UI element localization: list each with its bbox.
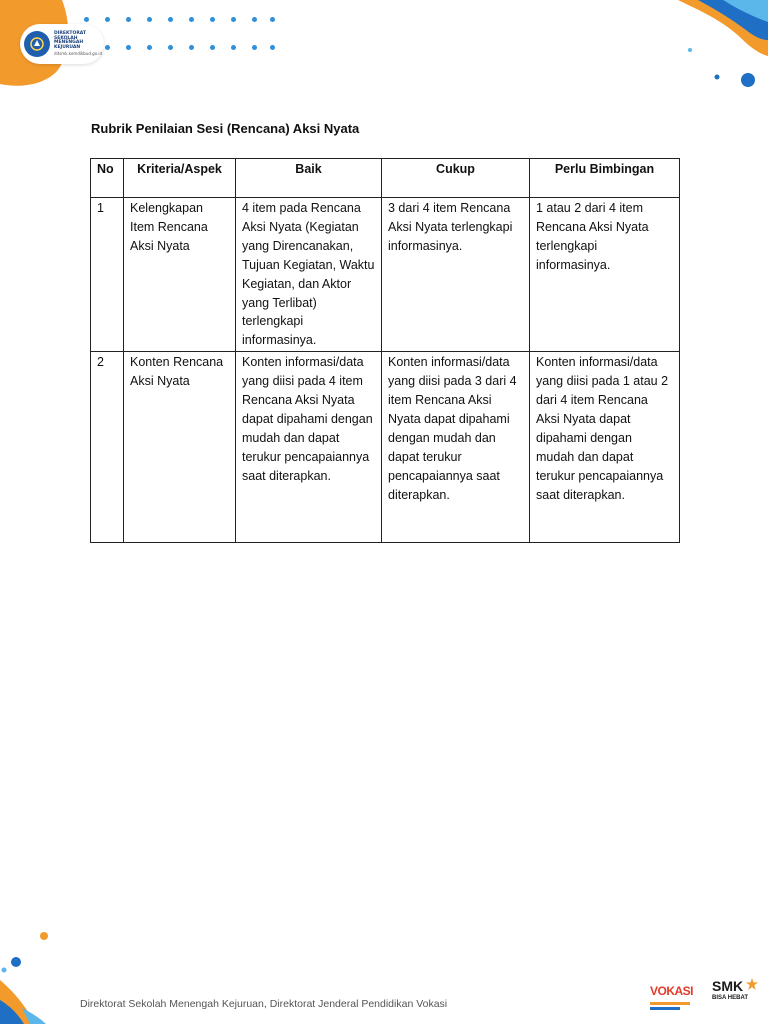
header-perlu-bimbingan: Perlu Bimbingan [530,159,680,198]
table-header-row [91,159,680,198]
smk-logo-text: SMK [712,978,744,994]
smk-logo-tagline: BISA HEBAT [712,995,748,1001]
vokasi-logo [650,982,706,1012]
vokasi-logo-text: VOKASI [650,984,694,998]
bottom-left-wave-decoration [0,920,80,1024]
header-no: No [91,159,124,198]
cell-no: 2 [91,352,124,543]
cell-perlu-bimbingan: Konten informasi/data yang diisi pada 1 atau 2 dari 4 item Rencana Aksi Nyata dapat dipahami dengan mudah dan dapat terukur pencapaiannya saat diterapkan. [530,352,680,543]
header-kriteria: Kriteria/Aspek [124,159,236,198]
cell-kriteria: Kelengkapan Item Rencana Aksi Nyata [124,198,236,352]
tut-wuri-emblem-icon [24,31,50,57]
document-title: Rubrik Penilaian Sesi (Rencana) Aksi Nyata [91,121,360,136]
cell-no: 1 [91,198,124,352]
footer-text: Direktorat Sekolah Menengah Kejuruan, Direktorat Jenderal Pendidikan Vokasi [80,998,448,1010]
cell-cukup: Konten informasi/data yang diisi pada 3 dari 4 item Rencana Aksi Nyata dapat dipahami dengan mudah dan dapat terukur pencapaiannya saat diterapkan. [382,352,530,543]
smk-bisa-hebat-logo [712,978,764,1014]
decorative-dots-top [84,17,274,25]
header-cukup: Cukup [382,159,530,198]
rubric-table [90,158,680,543]
cell-perlu-bimbingan: 1 atau 2 dari 4 item Rencana Aksi Nyata terlengkapi informasinya. [530,198,680,352]
cell-baik: Konten informasi/data yang diisi pada 4 item Rencana Aksi Nyata dapat dipahami dengan mudah dan dapat terukur pencapaiannya saat diterapkan. [236,352,382,543]
logo-subtitle: ditsmk.kemdikbud.go.id [54,50,103,56]
logo-title: DIREKTORAT SEKOLAH MENENGAH KEJURUAN [54,30,86,51]
decorative-dots-second [84,45,274,53]
star-icon [746,978,758,990]
header-logo [20,24,104,64]
cell-kriteria: Konten Rencana Aksi Nyata [124,352,236,543]
cell-baik: 4 item pada Rencana Aksi Nyata (Kegiatan yang Direncanakan, Tujuan Kegiatan, Waktu Kegiatan, dan Aktor yang Terlibat) terlengkapi informasinya. [236,198,382,352]
cell-cukup: 3 dari 4 item Rencana Aksi Nyata terlengkapi informasinya. [382,198,530,352]
header-baik: Baik [236,159,382,198]
table-row [91,198,680,352]
table-row [91,352,680,543]
top-right-wave-decoration [668,0,768,100]
